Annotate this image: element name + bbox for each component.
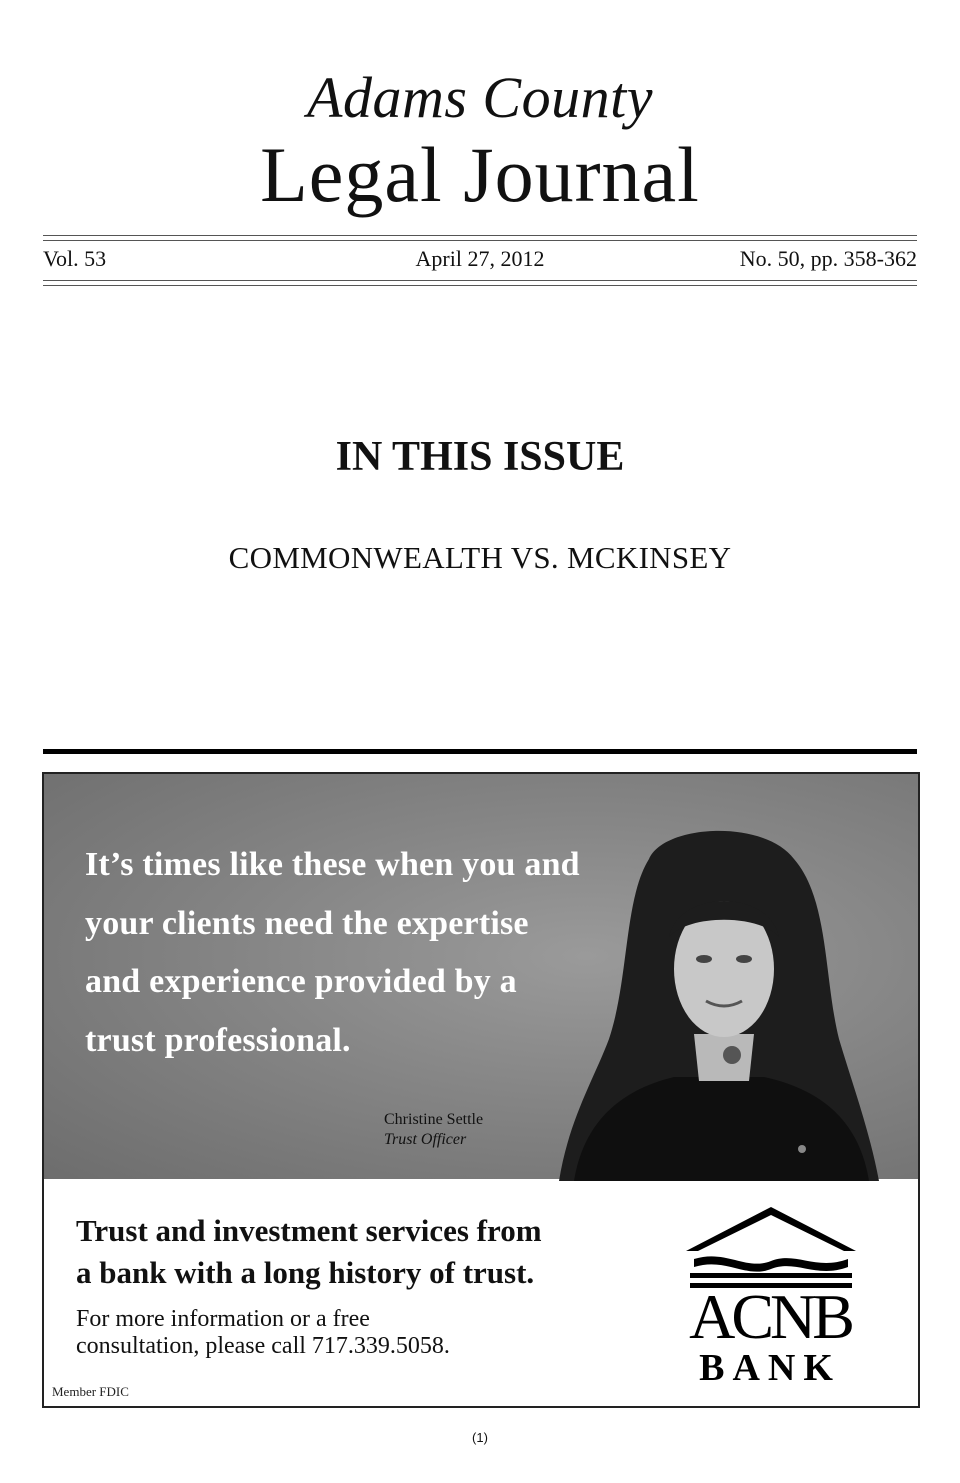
caption-name: Christine Settle xyxy=(384,1111,484,1128)
acnb-logo-name: ACNB xyxy=(689,1281,851,1352)
masthead-county: Adams County xyxy=(307,65,653,130)
ad-headline-line: your clients need the expertise xyxy=(85,904,529,942)
page-number: (1) xyxy=(472,1430,488,1445)
volume-label: Vol. 53 xyxy=(43,246,107,271)
contents-item: COMMONWEALTH VS. MCKINSEY xyxy=(228,540,732,575)
caption-title: Trust Officer xyxy=(384,1131,467,1148)
top-rule-2 xyxy=(43,240,917,241)
bottom-rule-1 xyxy=(43,280,917,281)
ad-contact-line: For more information or a free xyxy=(76,1306,370,1332)
ad-tagline xyxy=(76,1210,542,1294)
ad-headline-line: It’s times like these when you and xyxy=(85,846,580,883)
top-rule-1 xyxy=(43,235,917,236)
ad-tagline-line: a bank with a long history of trust. xyxy=(76,1255,535,1290)
ad-headline xyxy=(85,836,605,1070)
issue-date: April 27, 2012 xyxy=(415,246,545,271)
issue-info-bar xyxy=(43,246,917,276)
section-divider xyxy=(43,749,917,754)
ad-contact-line: consultation, please call 717.339.5058. xyxy=(76,1333,450,1359)
ad-headline-line: trust professional. xyxy=(85,1021,351,1059)
acnb-advertisement xyxy=(42,772,920,1408)
ad-headline-line: and experience provided by a xyxy=(85,963,517,1000)
ad-tagline-line: Trust and investment services from xyxy=(76,1213,542,1248)
issue-number: No. 50, pp. 358-362 xyxy=(739,246,917,271)
ad-contact xyxy=(76,1306,450,1360)
bottom-rule-2 xyxy=(43,285,917,286)
contents-heading: IN THIS ISSUE xyxy=(335,434,625,480)
portrait-caption xyxy=(384,1110,483,1150)
trust-officer-portrait xyxy=(554,819,884,1181)
ad-photo-panel xyxy=(44,774,918,1179)
fdic-notice: Member FDIC xyxy=(52,1384,129,1399)
acnb-logo-bank: BANK xyxy=(699,1347,841,1389)
masthead-title: Legal Journal xyxy=(260,131,700,218)
